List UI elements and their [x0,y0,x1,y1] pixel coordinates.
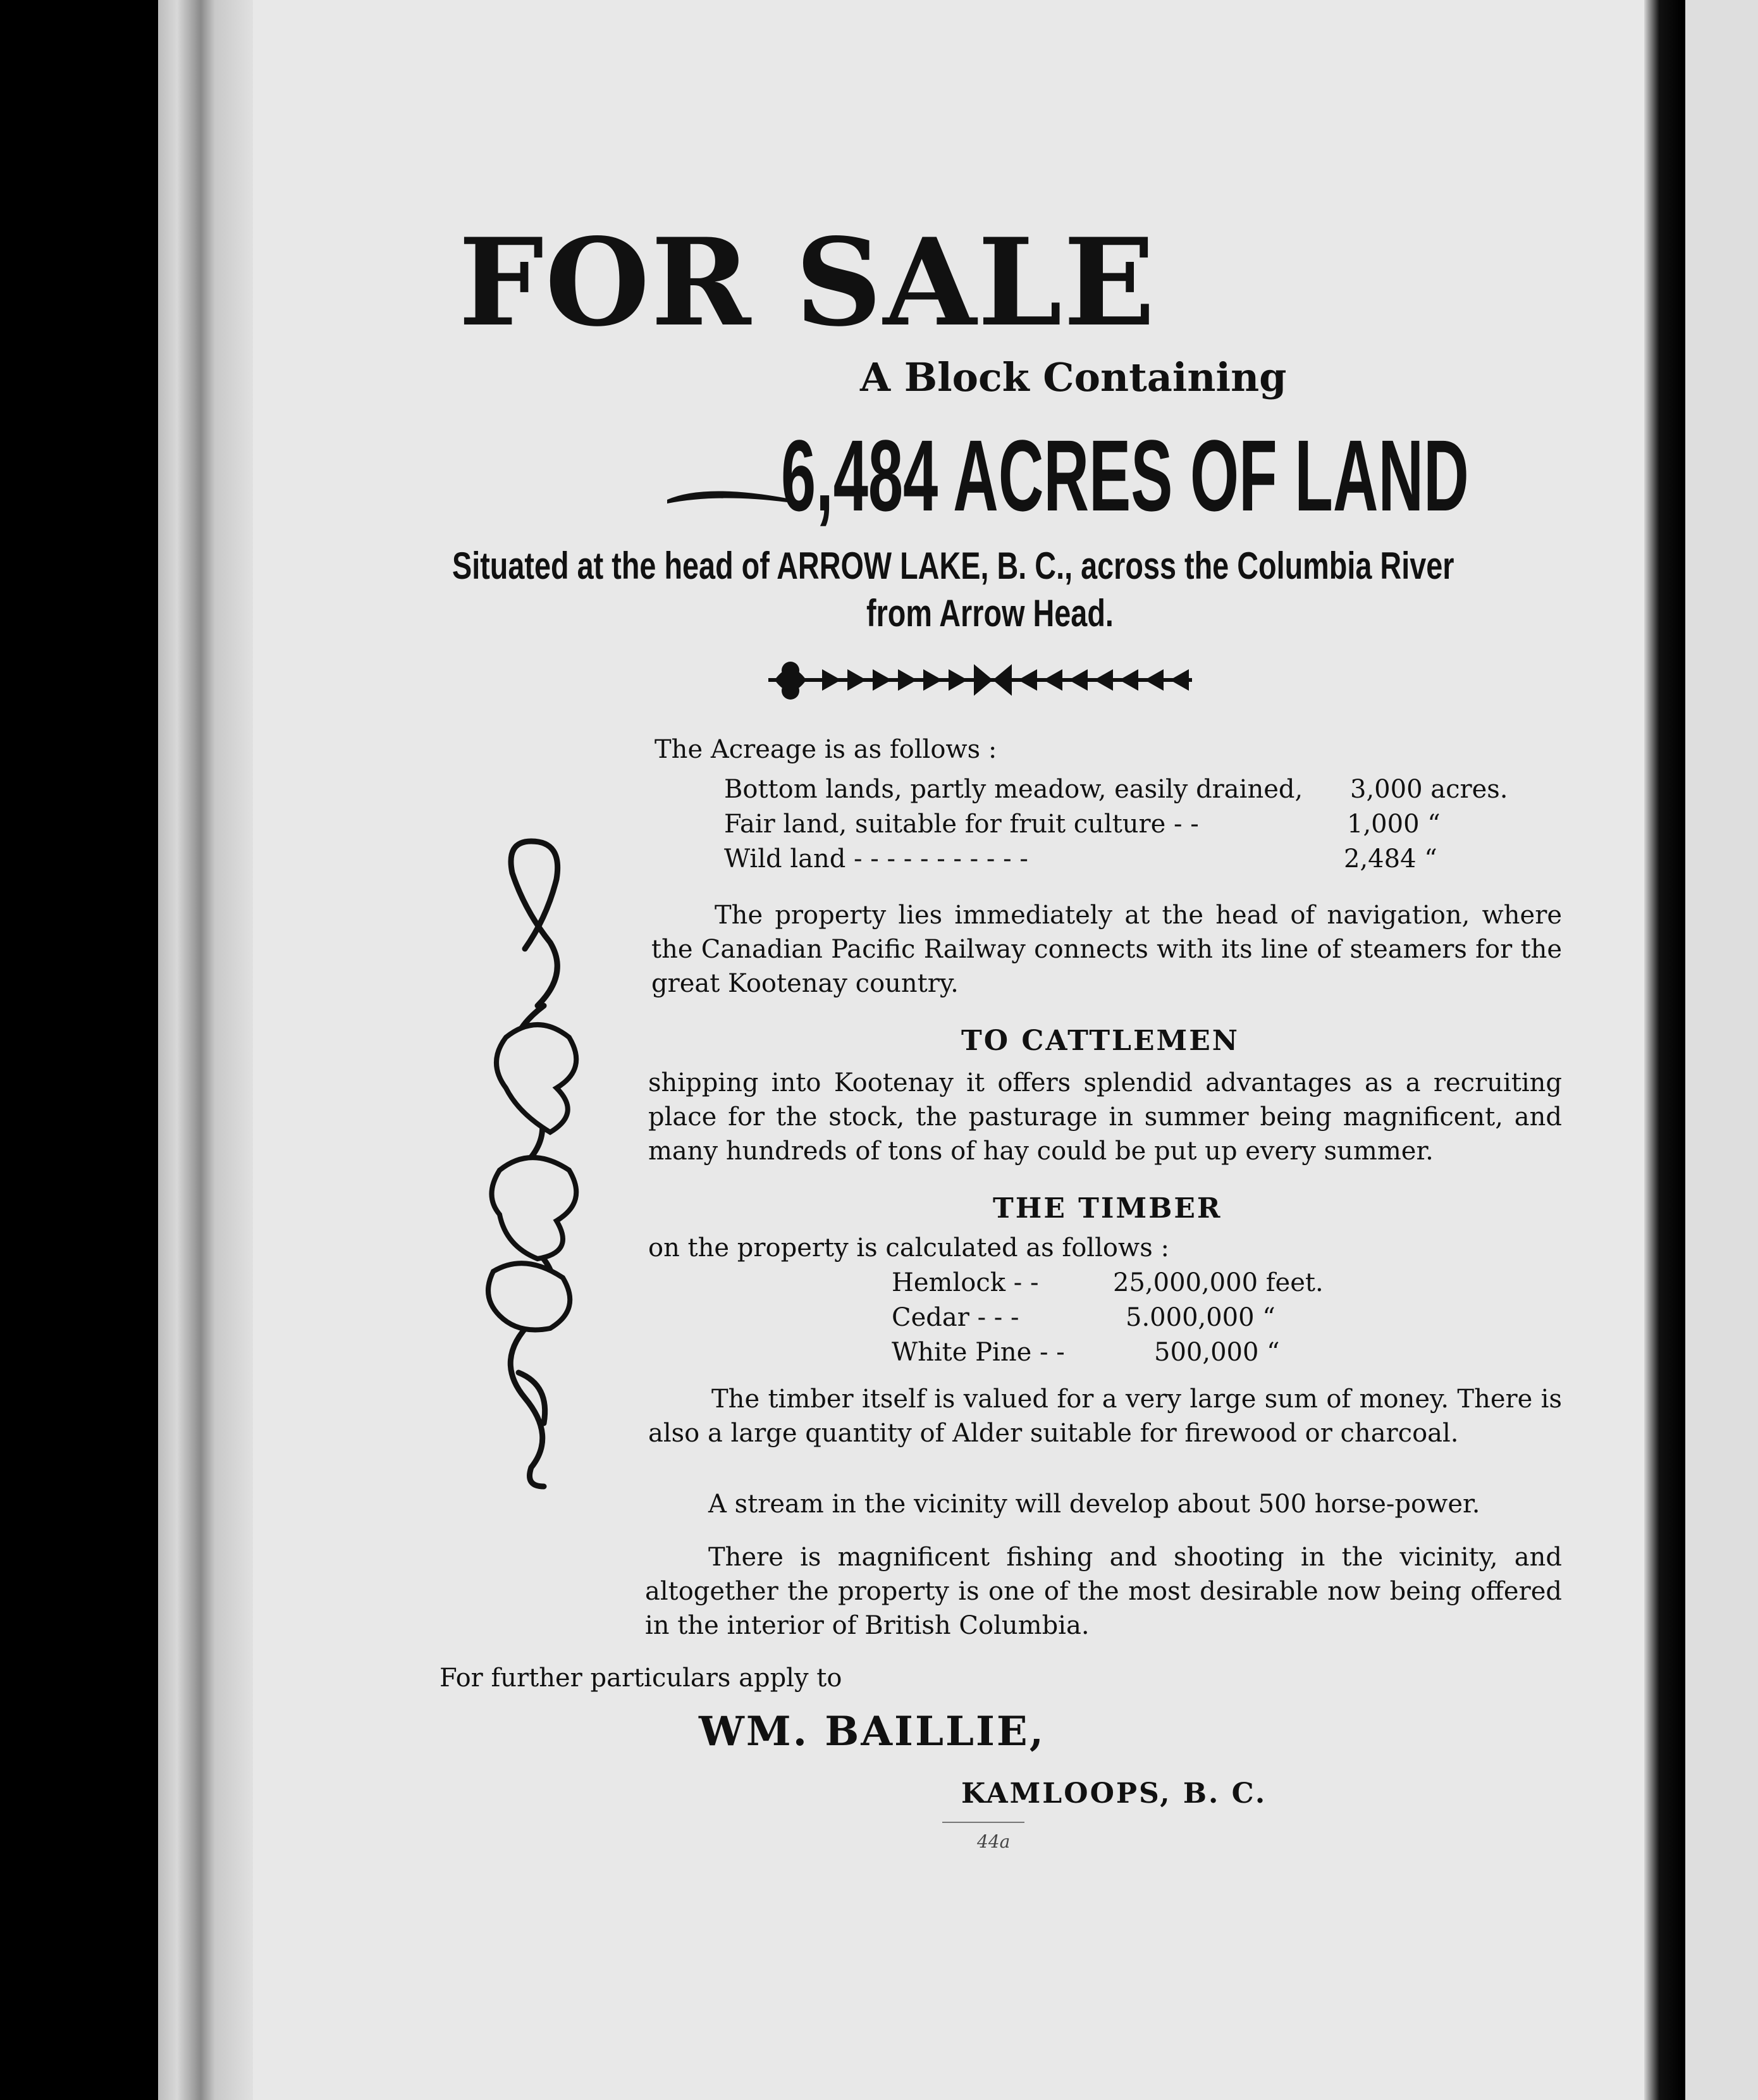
swash-ornament [667,487,787,503]
timber-heading: THE TIMBER [993,1192,1222,1225]
cattlemen-heading: TO CATTLEMEN [961,1025,1239,1057]
acreage-row-value: 2,484 “ [1344,844,1437,874]
vine-ornament [481,816,607,1499]
apply-text: For further particulars apply to [440,1664,842,1693]
acreage-row-label: Fair land, suitable for fruit culture - - [724,810,1199,839]
timber-row-value: 5.000,000 “ [1126,1303,1275,1332]
page-number: 44a [977,1831,1011,1852]
contact-location: KAMLOOPS, B. C. [961,1777,1267,1810]
timber-row-label: Cedar - - - [892,1303,1019,1332]
property-paragraph: The property lies immediately at the head of navigation, where the Canadian Pacific Railway connects with its line of steamers for the great Kootenay country. [651,901,1562,998]
decorative-divider-ornament [762,652,1198,708]
fishing-paragraph: There is magnificent fishing and shooting in the vicinity, and altogether the property is one of the most desirable now being offered in the interior of British Columbia. [645,1543,1562,1640]
acreage-row-label: Wild land - - - - - - - - - - - [724,844,1028,874]
timber-row-label: Hemlock - - [892,1268,1039,1297]
timber-row-value: 500,000 “ [1154,1338,1280,1367]
timber-row-label: White Pine - - [892,1338,1065,1367]
location-line-1: Situated at the head of ARROW LAKE, B. C., across the Columbia River [452,545,1454,587]
contact-name: WM. BAILLIE, [699,1708,1045,1755]
acres-headline: 6,484 ACRES OF LAND [781,419,1469,532]
page-right-edge [1644,0,1682,2100]
acreage-row-label: Bottom lands, partly meadow, easily drained, [724,775,1303,804]
cattlemen-paragraph: shipping into Kootenay it offers splendid advantages as a recruiting place for the stock, the pasturage in summer being magnificent, and many hundreds of tons of hay could be put up every summer. [648,1068,1562,1166]
for-sale-title: FOR SALE [458,212,1157,353]
acreage-row-value: 3,000 acres. [1350,775,1508,804]
acreage-intro: The Acreage is as follows : [655,735,997,764]
timber-value-paragraph: The timber itself is valued for a very large sum of money. There is also a large quantity of Alder suitable for firewood or charcoal. [648,1385,1562,1448]
footer-rule [942,1822,1024,1823]
stream-sentence: A stream in the vicinity will develop about 500 horse-power. [708,1490,1480,1519]
timber-intro: on the property is calculated as follows : [648,1233,1169,1263]
block-containing-subtitle: A Block Containing [860,354,1287,400]
next-page-strip [1685,0,1758,2100]
acreage-row-value: 1,000 “ [1347,810,1441,839]
location-line-2: from Arrow Head. [866,592,1114,634]
timber-row-value: 25,000,000 feet. [1113,1268,1324,1297]
page-binding-edge [158,0,253,2100]
